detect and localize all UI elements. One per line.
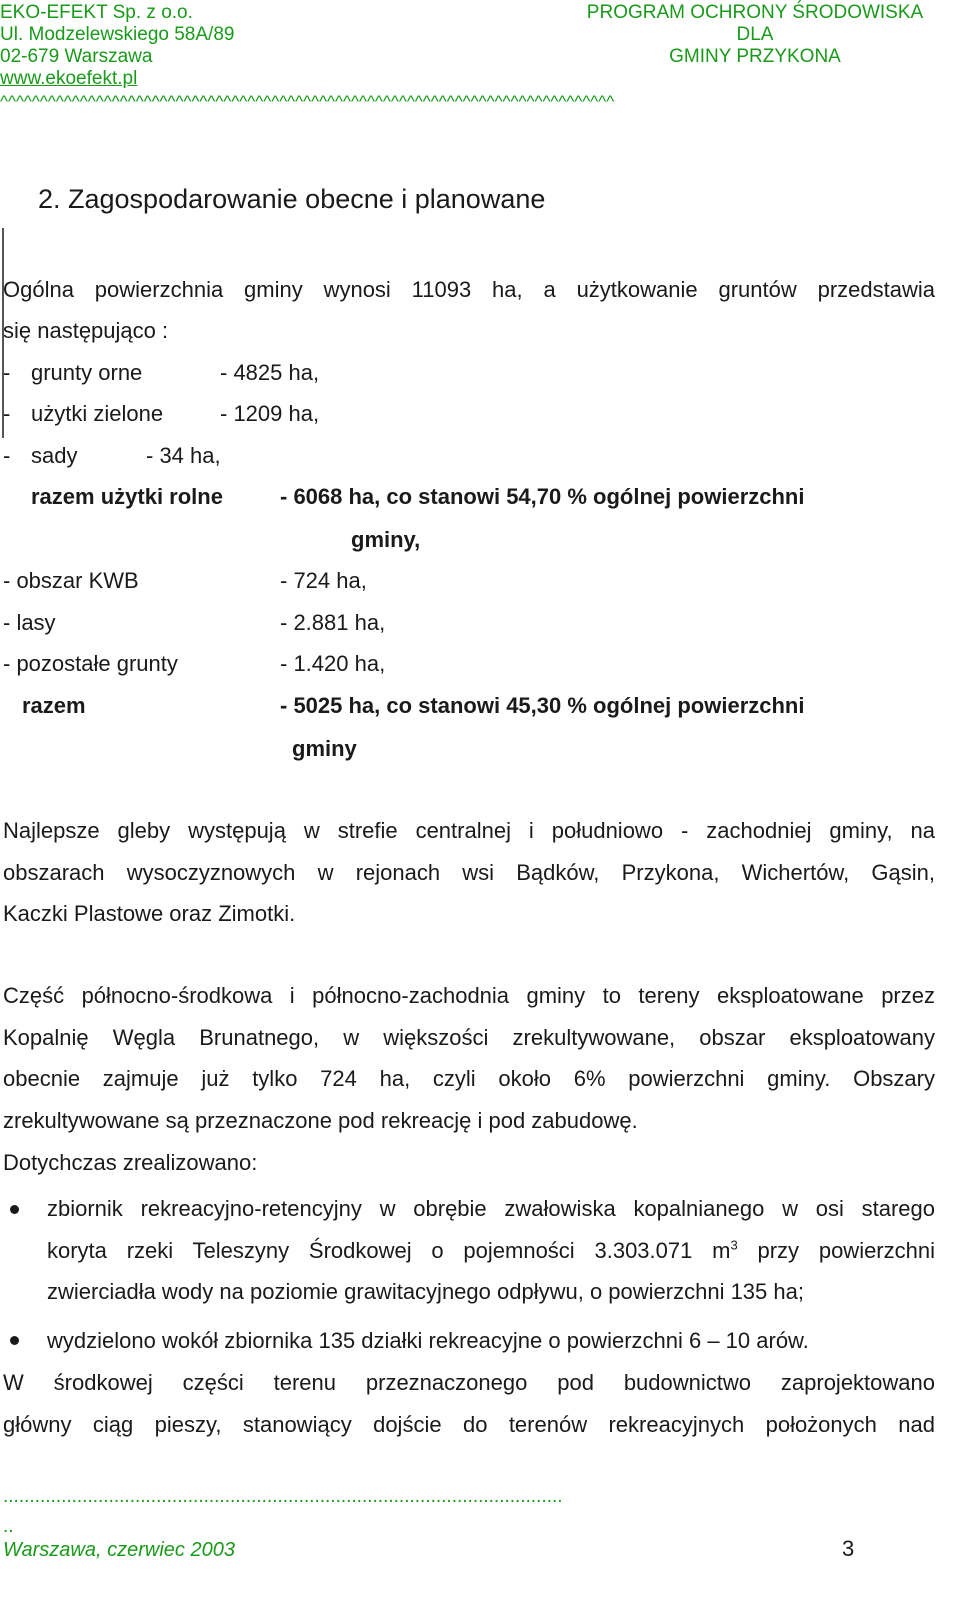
bullet-icon — [10, 1336, 19, 1345]
land-use-name: grunty orne — [31, 360, 143, 385]
land-use-name: sady — [31, 443, 78, 468]
other-use-name: - pozostałe grunty — [3, 651, 178, 676]
paragraph-line: główny ciąg pieszy, stanowiący dojście do terenów rekreacyjnych położonych nad — [3, 1411, 935, 1437]
paragraph-line: Część północno-środkowa i północno-zachodnia gminy to tereny eksploatowane przez — [3, 983, 935, 1008]
other-use-value: - 724 ha, — [280, 568, 367, 593]
page-number: 3 — [842, 1536, 855, 1561]
bullet-icon — [10, 1205, 19, 1214]
list-dash: - — [3, 360, 11, 385]
land-use-value: - 34 ha, — [146, 443, 221, 468]
subtotal-value: - 6068 ha, co stanowi 54,70 % ogólnej powierzchni — [280, 484, 805, 509]
subtotal-label: razem użytki rolne — [31, 484, 223, 509]
footer-separator-cont: .. — [3, 1516, 14, 1537]
company-website-link[interactable]: www.ekoefekt.pl — [0, 68, 138, 89]
paragraph-line: Najlepsze gleby występują w strefie centralnej i południowo - zachodniej gminy, na — [3, 818, 935, 843]
bullet-line-part: przy powierzchni — [737, 1237, 935, 1263]
document-title-block — [565, 2, 945, 68]
program-title-municipality: GMINY PRZYKONA — [669, 46, 841, 67]
paragraph-soils — [3, 810, 935, 935]
program-title: PROGRAM OCHRONY ŚRODOWISKA — [586, 2, 924, 23]
subtotal-value-cont: gminy — [292, 736, 357, 761]
bullet-line — [47, 1230, 935, 1272]
bullet-line: zwierciadła wody na poziomie grawitacyjnego odpływu, o powierzchni 135 ha; — [47, 1279, 804, 1304]
superscript: 3 — [730, 1237, 738, 1253]
company-name: EKO-EFEKT Sp. z o.o. — [0, 2, 193, 23]
intro-line-1: Ogólna powierzchnia gminy wynosi 11093 ha, a użytkowanie gruntów przedstawia — [3, 277, 935, 302]
list-dash: - — [3, 401, 11, 426]
paragraph-line: obszarach wysoczyznowych w rejonach wsi Bądków, Przykona, Wichertów, Gąsin, — [3, 859, 935, 885]
bullet-item-plots: wydzielono wokół zbiornika 135 działki rekreacyjne o powierzchni 6 – 10 arów. — [47, 1328, 809, 1353]
list-dash: - — [3, 443, 11, 468]
header-separator: ^^^^^^^^^^^^^^^^^^^^^^^^^^^^^^^^^^^^^^^^^^^^^^^^^^^^^^^^^^^^^^^^^^^^^^^^^^^^^ — [0, 92, 615, 111]
footer-place-date: Warszawa, czerwiec 2003 — [3, 1539, 235, 1561]
subtotal-value: - 5025 ha, co stanowi 45,30 % ogólnej powierzchni — [280, 693, 805, 718]
bullet-line: zbiornik rekreacyjno-retencyjny w obrębie zwałowiska kopalnianego w osi starego — [47, 1196, 935, 1221]
paragraph-line: Kopalnię Węgla Brunatnego, w większości zrekultywowane, obszar eksploatowany — [3, 1024, 935, 1050]
section-heading: 2. Zagospodarowanie obecne i planowane — [38, 184, 546, 214]
paragraph-mining — [3, 975, 935, 1141]
bullet-line-part: koryta rzeki Teleszyny Środkowej o pojemności 3.303.071 m — [47, 1237, 731, 1263]
program-title-for: DLA — [736, 24, 774, 45]
paragraph-path — [3, 1362, 935, 1445]
other-use-name: - obszar KWB — [3, 568, 139, 593]
intro-line-2: się następująco : — [3, 318, 169, 343]
other-use-value: - 2.881 ha, — [280, 610, 386, 635]
subtotal-value-cont: gminy, — [351, 527, 421, 552]
bullet-item-reservoir — [47, 1188, 935, 1313]
company-city: 02-679 Warszawa — [0, 46, 153, 67]
land-use-name: użytki zielone — [31, 401, 164, 426]
land-use-value: - 4825 ha, — [220, 360, 320, 385]
realized-heading: Dotychczas zrealizowano: — [3, 1150, 258, 1175]
land-use-value: - 1209 ha, — [220, 401, 320, 426]
paragraph-line: W środkowej części terenu przeznaczonego pod budownictwo zaprojektowano — [3, 1370, 935, 1395]
footer-separator: .......................................................................................................... — [3, 1486, 563, 1507]
subtotal-label: razem — [22, 693, 86, 718]
other-use-name: - lasy — [3, 610, 56, 635]
company-info — [0, 2, 234, 90]
paragraph-line: Kaczki Plastowe oraz Zimotki. — [3, 901, 296, 926]
paragraph-line: zrekultywowane są przeznaczone pod rekreację i pod zabudowę. — [3, 1107, 638, 1133]
company-street: Ul. Modzelewskiego 58A/89 — [0, 24, 235, 45]
other-use-value: - 1.420 ha, — [280, 651, 386, 676]
paragraph-line: obecnie zajmuje już tylko 724 ha, czyli około 6% powierzchni gminy. Obszary — [3, 1066, 935, 1091]
